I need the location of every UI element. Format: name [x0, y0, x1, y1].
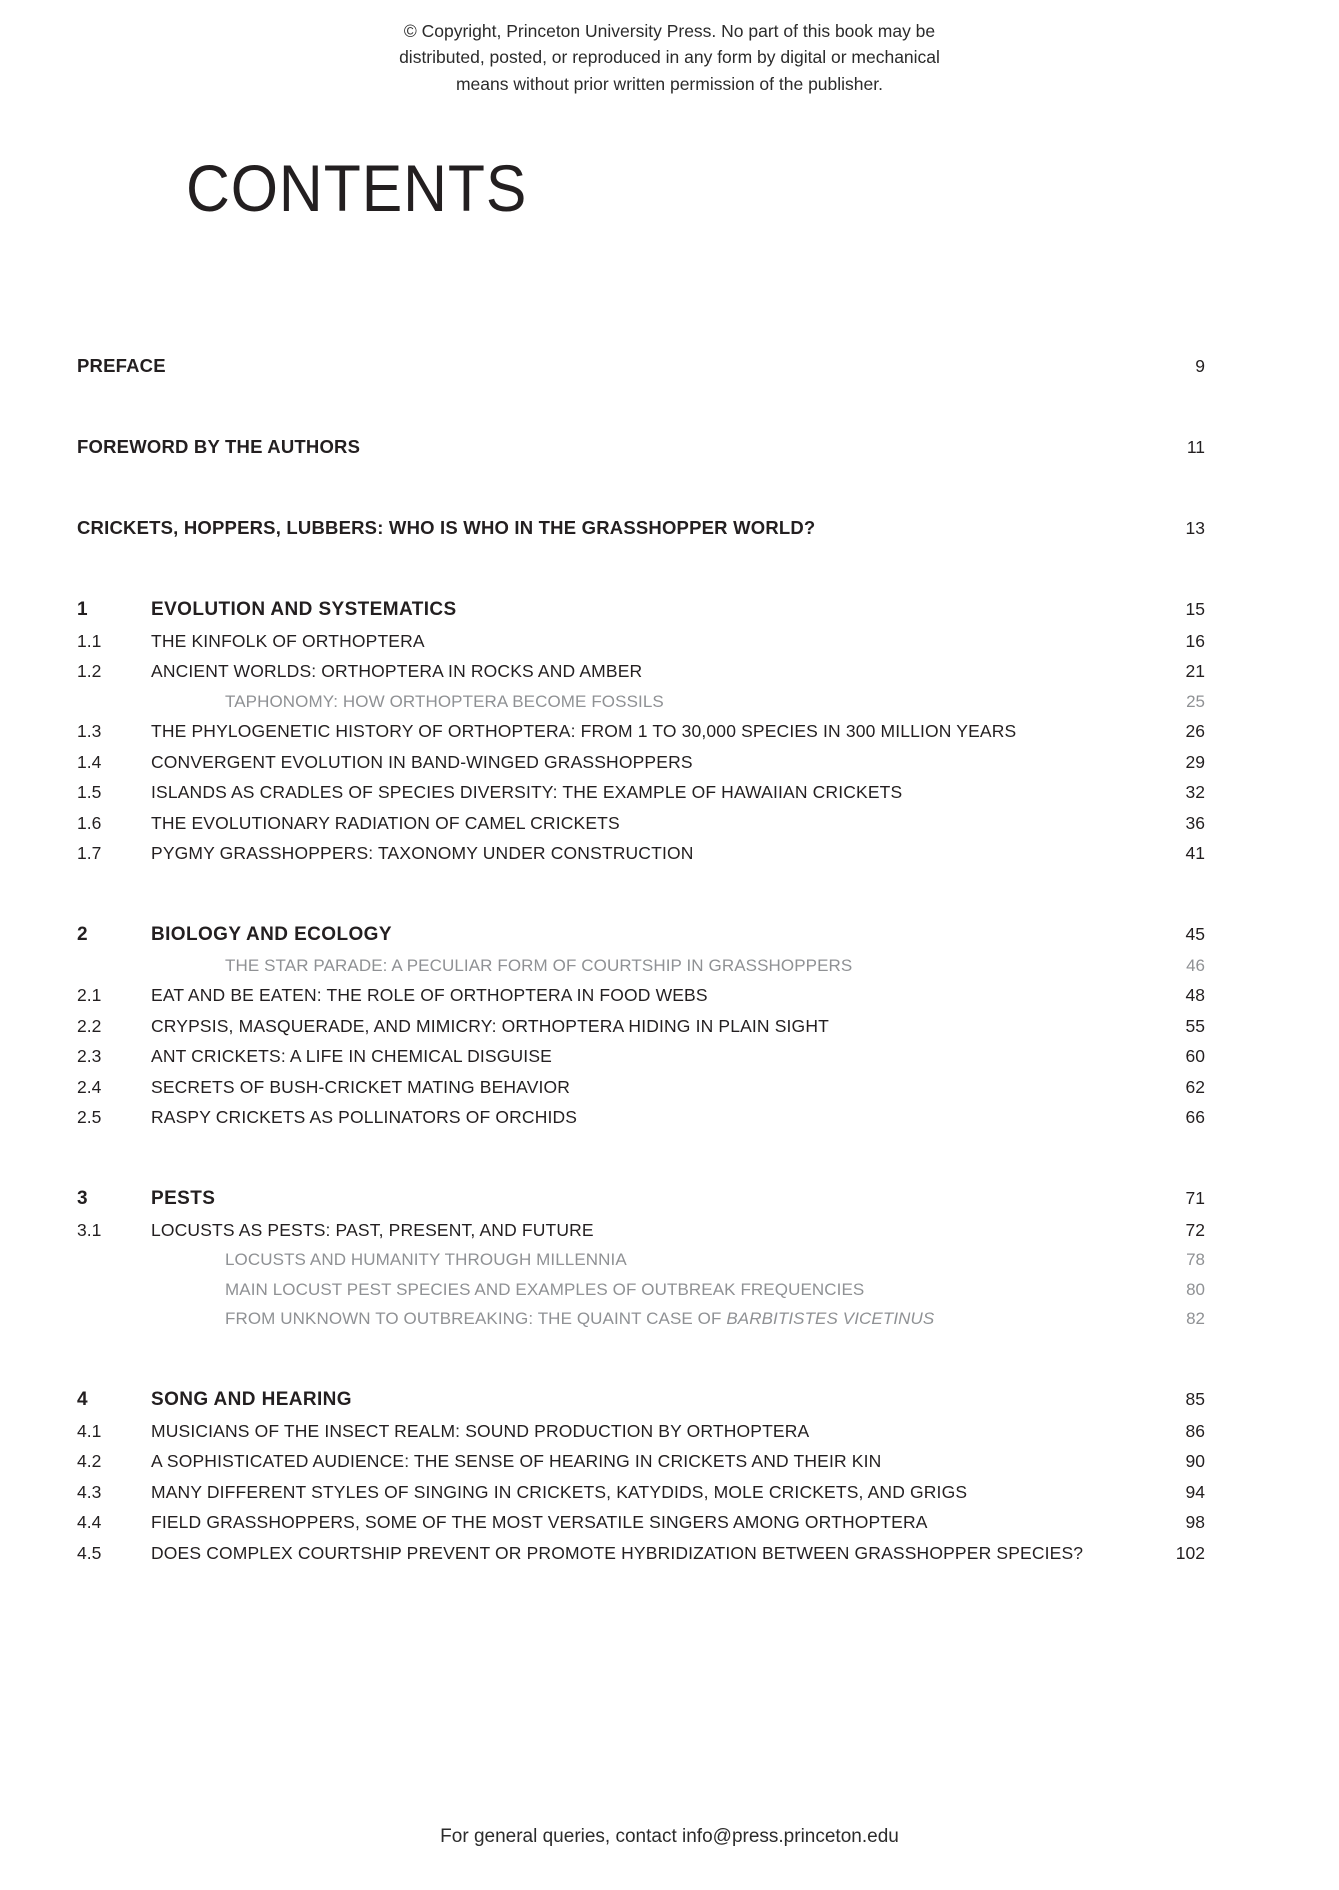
toc-entry-number: 4.4: [77, 1512, 102, 1532]
toc-section-row[interactable]: [77, 813, 1205, 834]
toc-entry-number: 2.2: [77, 1015, 102, 1036]
toc-entry-number: 1.2: [77, 661, 102, 681]
toc-section-row[interactable]: [77, 1220, 1205, 1241]
toc-entry-number: 2.3: [77, 1046, 102, 1066]
toc-section-row[interactable]: [77, 782, 1205, 803]
toc-section-row[interactable]: [77, 1107, 1205, 1128]
toc-entry-page: 9: [1195, 356, 1205, 376]
toc-feature-row[interactable]: [77, 692, 1205, 712]
spacer: [77, 864, 1205, 924]
toc-entry-number: 1.4: [77, 751, 102, 772]
spacer: [77, 1329, 1205, 1389]
toc-section-row[interactable]: [77, 631, 1205, 652]
toc-section-row[interactable]: [77, 752, 1205, 773]
copyright-line-3: means without prior written permission of the publisher.: [455, 73, 883, 94]
spacer: [77, 377, 1205, 436]
toc-entry-number: 2.4: [77, 1076, 102, 1097]
toc-section-row[interactable]: [77, 1421, 1205, 1442]
chapter-list: [77, 539, 1205, 1564]
toc-entry-label: THE EVOLUTIONARY RADIATION OF CAMEL CRICKETS: [151, 812, 620, 833]
toc-entry-number: 4.1: [77, 1420, 102, 1441]
toc-entry-page: 36: [1185, 812, 1205, 833]
toc-chapter-title: PESTS: [151, 1188, 216, 1209]
toc-entry-label: CRYPSIS, MASQUERADE, AND MIMICRY: ORTHOPTERA HIDING IN PLAIN SIGHT: [151, 1015, 829, 1036]
toc-feature-row[interactable]: [77, 1280, 1205, 1300]
toc-entry-number: 1.6: [77, 812, 102, 833]
toc-entry-number: 1.7: [77, 843, 102, 863]
toc-entry-label: FIELD GRASSHOPPERS, SOME OF THE MOST VERSATILE SINGERS AMONG ORTHOPTERA: [151, 1512, 928, 1532]
toc-entry-page: 41: [1185, 843, 1205, 863]
toc-entry-page: 80: [1186, 1279, 1205, 1299]
toc-entry-label: ANCIENT WORLDS: ORTHOPTERA IN ROCKS AND AMBER: [151, 661, 643, 681]
toc-entry-page: 62: [1185, 1076, 1205, 1097]
toc-chapter-row[interactable]: [77, 599, 1205, 621]
toc-entry-page: 98: [1185, 1512, 1205, 1532]
toc-entry-number: 2.5: [77, 1107, 102, 1127]
toc-entry-number: 2.1: [77, 985, 102, 1005]
toc-entry-label: SECRETS OF BUSH-CRICKET MATING BEHAVIOR: [151, 1076, 571, 1097]
toc-entry-page: 48: [1185, 985, 1205, 1005]
toc-section-row[interactable]: [77, 1543, 1205, 1564]
toc-entry-label: ANT CRICKETS: A LIFE IN CHEMICAL DISGUISE: [151, 1046, 552, 1066]
copyright-notice: [0, 18, 1339, 97]
toc-chapter-title: SONG AND HEARING: [151, 1389, 352, 1410]
toc-section-row[interactable]: [77, 985, 1205, 1006]
toc-section-row[interactable]: [77, 661, 1205, 682]
table-of-contents: [77, 355, 1205, 1564]
toc-entry-label: ISLANDS AS CRADLES OF SPECIES DIVERSITY: THE EXAMPLE OF HAWAIIAN CRICKETS: [151, 782, 903, 802]
toc-entry-number: 1.3: [77, 721, 102, 741]
toc-entry-label: EAT AND BE EATEN: THE ROLE OF ORTHOPTERA IN FOOD WEBS: [151, 985, 708, 1005]
toc-entry-page: 21: [1185, 661, 1205, 681]
spacer: [77, 539, 1205, 599]
toc-entry-page: 60: [1185, 1046, 1205, 1066]
toc-entry-label: MANY DIFFERENT STYLES OF SINGING IN CRICKETS, KATYDIDS, MOLE CRICKETS, AND GRIGS: [151, 1481, 968, 1502]
toc-feature-row[interactable]: [77, 1250, 1205, 1270]
toc-entry-page: 29: [1185, 751, 1205, 772]
toc-entry-page: 102: [1175, 1542, 1205, 1563]
toc-chapter-row[interactable]: [77, 924, 1205, 946]
toc-section-row[interactable]: [77, 1482, 1205, 1503]
toc-entry-page: 13: [1185, 518, 1205, 538]
toc-section-row[interactable]: [77, 843, 1205, 864]
toc-entry-label: THE KINFOLK OF ORTHOPTERA: [151, 630, 425, 651]
toc-feature-row[interactable]: [77, 1309, 1205, 1329]
toc-frontmatter-row[interactable]: [77, 517, 1205, 539]
toc-frontmatter-row[interactable]: [77, 436, 1205, 458]
toc-feature-row[interactable]: [77, 956, 1205, 976]
copyright-line-1: © Copyright, Princeton University Press. No part of this book may be: [403, 21, 936, 41]
toc-entry-page: 90: [1185, 1451, 1205, 1471]
toc-entry-number: 4.3: [77, 1481, 102, 1502]
toc-entry-page: 66: [1185, 1107, 1205, 1127]
toc-section-row[interactable]: [77, 1016, 1205, 1037]
toc-entry-label: A SOPHISTICATED AUDIENCE: THE SENSE OF HEARING IN CRICKETS AND THEIR KIN: [151, 1451, 882, 1471]
toc-entry-number: 4.2: [77, 1451, 102, 1471]
toc-chapter-block: [77, 1188, 1205, 1329]
toc-entry-label: DOES COMPLEX COURTSHIP PREVENT OR PROMOTE HYBRIDIZATION BETWEEN GRASSHOPPER SPECIES?: [151, 1542, 1084, 1563]
toc-entry-label: MAIN LOCUST PEST SPECIES AND EXAMPLES OF OUTBREAK FREQUENCIES: [225, 1279, 865, 1299]
toc-section-row[interactable]: [77, 1046, 1205, 1067]
toc-entry-number: 1.1: [77, 630, 102, 651]
toc-entry-page: 32: [1185, 782, 1205, 802]
toc-section-row[interactable]: [77, 1512, 1205, 1533]
toc-section-row[interactable]: [77, 1077, 1205, 1098]
frontmatter-list: [77, 355, 1205, 539]
toc-entry-page: 16: [1185, 630, 1205, 651]
toc-entry-label: CRICKETS, HOPPERS, LUBBERS: WHO IS WHO IN THE GRASSHOPPER WORLD?: [77, 517, 816, 538]
toc-entry-label: FOREWORD BY THE AUTHORS: [77, 436, 361, 457]
toc-entry-label: THE STAR PARADE: A PECULIAR FORM OF COURTSHIP IN GRASSHOPPERS: [225, 955, 853, 975]
toc-entry-label: FROM UNKNOWN TO OUTBREAKING: THE QUAINT CASE OF BARBITISTES VICETINUS: [225, 1309, 935, 1328]
toc-entry-label: THE PHYLOGENETIC HISTORY OF ORTHOPTERA: FROM 1 TO 30,000 SPECIES IN 300 MILLION YEARS: [151, 721, 1017, 741]
spacer: [77, 458, 1205, 517]
toc-chapter-page: 15: [1185, 599, 1205, 619]
toc-entry-label: LOCUSTS AS PESTS: PAST, PRESENT, AND FUTURE: [151, 1219, 594, 1240]
toc-entry-page: 46: [1186, 955, 1205, 975]
toc-entry-page: 78: [1186, 1250, 1205, 1269]
toc-chapter-page: 45: [1185, 924, 1205, 944]
toc-chapter-page: 71: [1185, 1188, 1205, 1208]
toc-entry-label: MUSICIANS OF THE INSECT REALM: SOUND PRODUCTION BY ORTHOPTERA: [151, 1420, 810, 1441]
copyright-line-2: distributed, posted, or reproduced in any form by digital or mechanical: [399, 47, 940, 68]
toc-entry-page: 82: [1186, 1309, 1205, 1328]
toc-chapter-title: BIOLOGY AND ECOLOGY: [151, 924, 392, 945]
toc-entry-page: 86: [1185, 1420, 1205, 1441]
toc-entry-label: LOCUSTS AND HUMANITY THROUGH MILLENNIA: [225, 1250, 627, 1269]
toc-chapter-number: 1: [77, 599, 88, 620]
toc-chapter-block: [77, 924, 1205, 1128]
toc-section-row[interactable]: [77, 721, 1205, 742]
toc-entry-label: CONVERGENT EVOLUTION IN BAND-WINGED GRASSHOPPERS: [151, 751, 693, 772]
toc-chapter-page: 85: [1185, 1389, 1205, 1409]
toc-entry-label: PREFACE: [77, 355, 166, 376]
toc-entry-page: 25: [1186, 691, 1205, 711]
toc-entry-label: RASPY CRICKETS AS POLLINATORS OF ORCHIDS: [151, 1107, 578, 1127]
toc-chapter-block: [77, 599, 1205, 864]
toc-entry-page: 55: [1185, 1015, 1205, 1036]
toc-chapter-number: 2: [77, 924, 88, 945]
toc-chapter-row[interactable]: [77, 1389, 1205, 1411]
toc-entry-number: 1.5: [77, 782, 102, 802]
toc-entry-page: 11: [1186, 437, 1205, 457]
toc-chapter-title: EVOLUTION AND SYSTEMATICS: [151, 599, 457, 620]
toc-entry-label: TAPHONOMY: HOW ORTHOPTERA BECOME FOSSILS: [225, 691, 664, 711]
toc-entry-page: 26: [1185, 721, 1205, 741]
toc-entry-page: 94: [1185, 1481, 1205, 1502]
toc-frontmatter-row[interactable]: [77, 355, 1205, 377]
footer-note: For general queries, contact info@press.princeton.edu: [440, 1826, 899, 1847]
toc-chapter-block: [77, 1389, 1205, 1564]
page-title: CONTENTS: [186, 151, 528, 225]
toc-entry-number: 3.1: [77, 1219, 102, 1240]
toc-entry-label: PYGMY GRASSHOPPERS: TAXONOMY UNDER CONSTRUCTION: [151, 843, 694, 863]
toc-chapter-number: 3: [77, 1188, 88, 1209]
toc-section-row[interactable]: [77, 1451, 1205, 1472]
toc-chapter-row[interactable]: [77, 1188, 1205, 1210]
toc-entry-page: 72: [1185, 1219, 1205, 1240]
toc-entry-number: 4.5: [77, 1542, 102, 1563]
toc-chapter-number: 4: [77, 1389, 88, 1410]
species-name: BARBITISTES VICETINUS: [726, 1309, 935, 1328]
spacer: [77, 1128, 1205, 1188]
